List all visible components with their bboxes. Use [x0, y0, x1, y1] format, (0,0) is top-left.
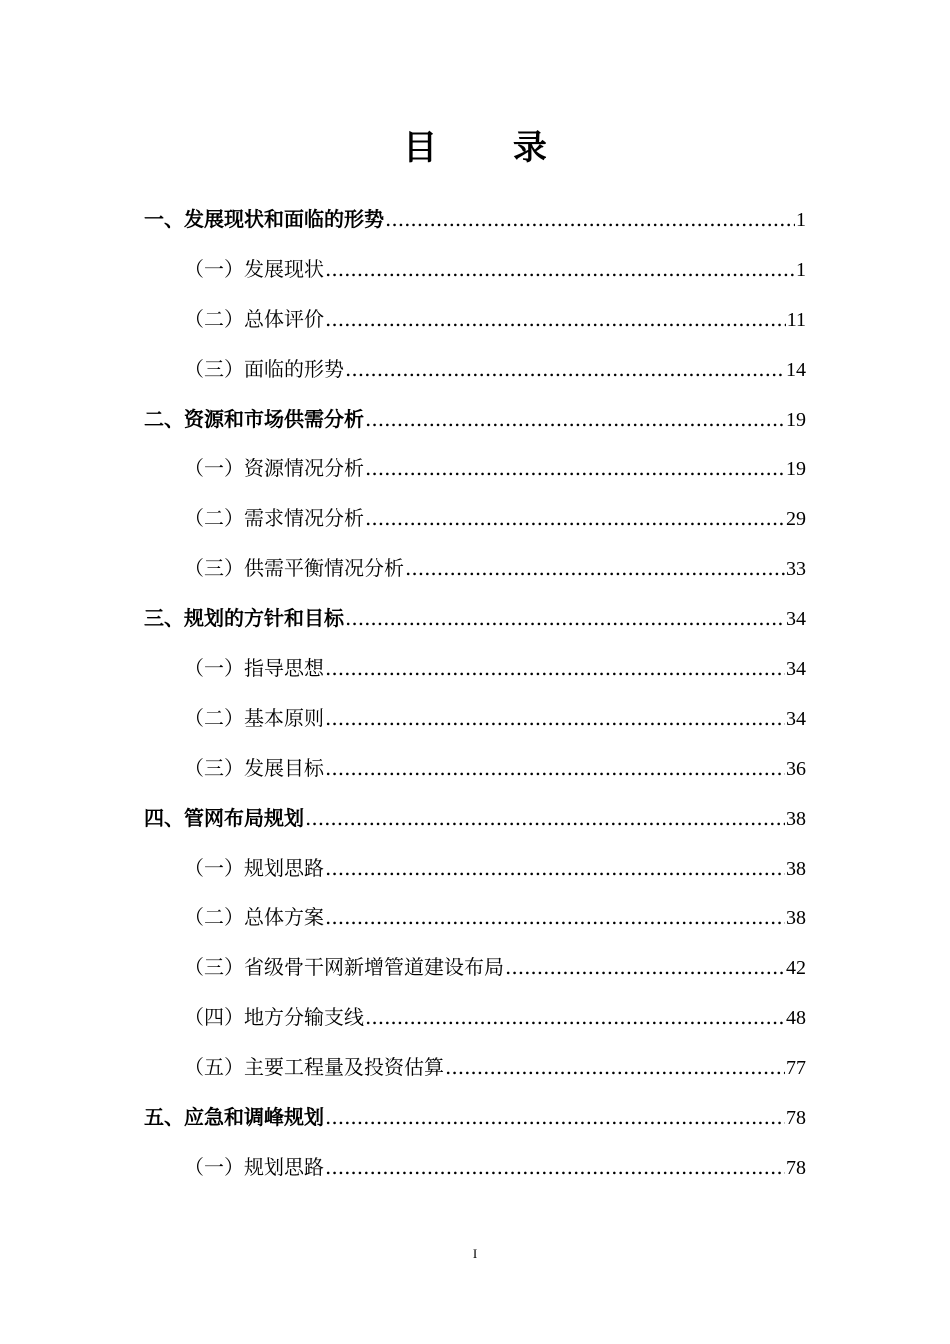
- dot-leader: [345, 345, 785, 395]
- toc-chapter-entry[interactable]: [144, 1093, 806, 1143]
- toc-entry-label: 三、规划的方针和目标: [144, 606, 344, 631]
- toc-entry-label: （二）基本原则: [184, 705, 324, 730]
- toc-page-number: 38: [786, 857, 806, 880]
- dot-leader: [445, 1043, 785, 1093]
- toc-section-entry[interactable]: [144, 1043, 806, 1093]
- dot-leader: [305, 794, 785, 844]
- toc-section-entry[interactable]: [144, 694, 806, 744]
- toc-entry-label: 一、发展现状和面临的形势: [144, 207, 384, 231]
- toc-page-number: 19: [786, 408, 806, 431]
- toc-section-entry[interactable]: [144, 295, 806, 345]
- toc-section-entry[interactable]: [144, 1143, 806, 1193]
- toc-entry-label: （一）发展现状: [184, 256, 324, 281]
- toc-section-entry[interactable]: [144, 544, 806, 594]
- toc-page-number: 33: [786, 558, 806, 581]
- dot-leader: [365, 993, 785, 1043]
- toc-page-number: 78: [786, 1107, 806, 1130]
- dot-leader: [365, 494, 785, 544]
- dot-leader: [325, 844, 785, 894]
- toc-section-entry[interactable]: [144, 444, 806, 494]
- toc-page-number: 42: [786, 957, 806, 980]
- toc-page-number: 1: [796, 209, 806, 231]
- toc-section-entry[interactable]: [144, 644, 806, 694]
- toc-page-number: 14: [786, 358, 806, 381]
- toc-entry-label: （一）规划思路: [184, 855, 324, 880]
- toc-chapter-entry[interactable]: [144, 195, 806, 245]
- toc-page-number: 1: [796, 258, 806, 281]
- toc-section-entry[interactable]: [144, 893, 806, 943]
- dot-leader: [325, 245, 795, 295]
- dot-leader: [385, 195, 795, 245]
- toc-entry-label: 五、应急和调峰规划: [144, 1105, 324, 1130]
- dot-leader: [505, 943, 785, 993]
- toc-page-number: 38: [786, 907, 806, 930]
- toc-section-entry[interactable]: [144, 744, 806, 794]
- dot-leader: [345, 594, 785, 644]
- toc-chapter-entry[interactable]: [144, 395, 806, 445]
- toc-page-number: 36: [786, 757, 806, 780]
- toc-chapter-entry[interactable]: [144, 594, 806, 644]
- dot-leader: [365, 444, 785, 494]
- toc-page-number: 38: [786, 807, 806, 830]
- toc-entry-label: （三）供需平衡情况分析: [184, 556, 404, 581]
- toc-section-entry[interactable]: [144, 943, 806, 993]
- toc-entry-label: （三）省级骨干网新增管道建设布局: [184, 955, 504, 980]
- toc-entry-label: （二）总体评价: [184, 306, 324, 331]
- table-of-contents: [144, 195, 806, 1193]
- toc-entry-label: （二）总体方案: [184, 905, 324, 930]
- toc-section-entry[interactable]: [144, 844, 806, 894]
- dot-leader: [325, 644, 785, 694]
- dot-leader: [325, 1093, 785, 1143]
- dot-leader: [365, 395, 785, 445]
- toc-section-entry[interactable]: [144, 245, 806, 295]
- toc-entry-label: （一）规划思路: [184, 1154, 324, 1179]
- toc-title: 目 录: [403, 128, 579, 168]
- dot-leader: [325, 1143, 785, 1193]
- toc-entry-label: （五）主要工程量及投资估算: [184, 1055, 444, 1080]
- toc-page-number: 29: [786, 508, 806, 531]
- toc-page-number: 34: [786, 608, 806, 631]
- toc-chapter-entry[interactable]: [144, 794, 806, 844]
- toc-section-entry[interactable]: [144, 993, 806, 1043]
- toc-page-number: 34: [786, 658, 806, 681]
- dot-leader: [325, 295, 786, 345]
- toc-page-number: 48: [786, 1007, 806, 1030]
- toc-page-number: 11: [786, 308, 806, 331]
- toc-section-entry[interactable]: [144, 345, 806, 395]
- toc-entry-label: 二、资源和市场供需分析: [144, 406, 364, 431]
- page-number-footer: I: [472, 1246, 478, 1261]
- toc-page-number: 77: [786, 1057, 806, 1080]
- dot-leader: [325, 744, 785, 794]
- toc-page-number: 78: [786, 1156, 806, 1179]
- dot-leader: [405, 544, 785, 594]
- toc-entry-label: （二）需求情况分析: [184, 506, 364, 531]
- toc-entry-label: （一）资源情况分析: [184, 456, 364, 481]
- toc-entry-label: （一）指导思想: [184, 656, 324, 681]
- dot-leader: [325, 694, 785, 744]
- toc-page-number: 19: [786, 458, 806, 481]
- toc-entry-label: （三）发展目标: [184, 755, 324, 780]
- toc-entry-label: 四、管网布局规划: [144, 805, 304, 830]
- toc-entry-label: （三）面临的形势: [184, 356, 344, 381]
- toc-page-number: 34: [786, 707, 806, 730]
- toc-section-entry[interactable]: [144, 494, 806, 544]
- dot-leader: [325, 893, 785, 943]
- toc-entry-label: （四）地方分输支线: [184, 1005, 364, 1030]
